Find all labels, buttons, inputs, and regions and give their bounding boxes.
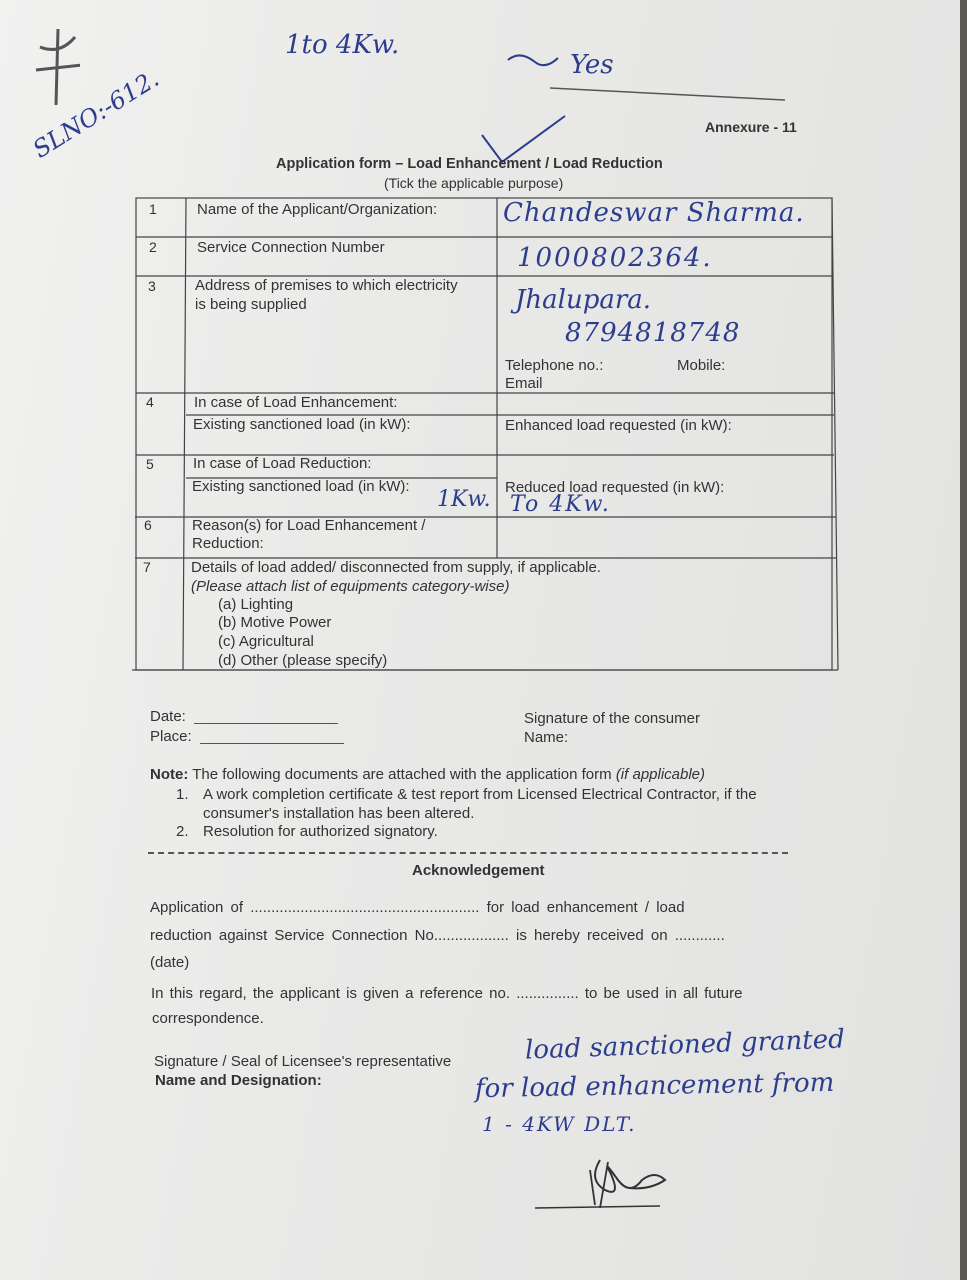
doc-1-line2: consumer's installation has been altered.: [203, 805, 475, 822]
existing-load-value: 1Kw.: [437, 487, 491, 512]
row-7-item-agricultural: (c) Agricultural: [218, 633, 314, 650]
row-6-label-line2: Reduction:: [192, 535, 264, 552]
mobile-label: Mobile:: [677, 357, 726, 374]
row-6-number: 6: [144, 517, 152, 533]
doc-2-text: Resolution for authorized signatory.: [203, 823, 438, 840]
row-2-label: Service Connection Number: [197, 239, 385, 256]
row-3-number: 3: [148, 278, 156, 294]
consumer-name-label: Name:: [524, 729, 569, 746]
telephone-label: Telephone no.:: [505, 357, 604, 374]
licensee-signature-label: Signature / Seal of Licensee's representative: [154, 1053, 452, 1070]
applicant-name: Chandeswar Sharma.: [503, 198, 805, 228]
row-4-existing-load-label: Existing sanctioned load (in kW):: [193, 416, 411, 433]
signature-scribble: [530, 1150, 680, 1220]
acknowledgement-title: Acknowledgement: [412, 862, 545, 879]
place-line: [200, 743, 344, 744]
handwritten-serial-no: SLNO:-612.: [28, 64, 164, 164]
ack-line-3: (date): [150, 954, 190, 971]
row-3-label-line1: Address of premises to which electricity: [195, 277, 458, 294]
doc-2-number: 2.: [176, 823, 189, 840]
handwritten-answer: Yes: [570, 50, 614, 80]
row-4-heading: In case of Load Enhancement:: [194, 394, 398, 411]
row-5-heading: In case of Load Reduction:: [193, 455, 372, 472]
row-7-note: (Please attach list of equipments category-wise): [191, 578, 510, 595]
cut-line: [148, 852, 788, 854]
row-5-number: 5: [146, 456, 154, 472]
row-3-label-line2: is being supplied: [195, 296, 307, 313]
row-2-number: 2: [149, 239, 157, 255]
doc-1-number: 1.: [176, 786, 189, 803]
date-label: Date:: [150, 708, 186, 725]
note-text: The following documents are attached with the application form: [192, 766, 612, 783]
ack-line-5: correspondence.: [152, 1010, 264, 1027]
note-label: Note:: [150, 766, 189, 783]
handwritten-range: 1to 4Kw.: [285, 30, 400, 60]
row-5-reduced-load-label: Reduced load requested (in kW):: [505, 479, 725, 496]
email-label: Email: [505, 375, 543, 392]
row-7-item-lighting: (a) Lighting: [218, 596, 294, 613]
remark-line-2: for load enhancement from: [474, 1067, 835, 1105]
remark-line-1: load sanctioned granted: [524, 1024, 846, 1066]
doc-1-line1: A work completion certificate & test report from Licensed Electrical Contractor, if the: [203, 786, 757, 803]
row-7-number: 7: [143, 559, 151, 575]
annexure-label: Annexure - 11: [705, 119, 797, 135]
reduced-load-value: To 4Kw.: [510, 492, 611, 517]
form-title: Application form – Load Enhancement / Load Reduction: [276, 156, 663, 172]
row-7-item-other: (d) Other (please specify): [218, 652, 388, 669]
note-italic: (if applicable): [615, 766, 706, 783]
row-5-existing-load-label: Existing sanctioned load (in kW):: [192, 478, 410, 495]
date-line: [194, 723, 338, 724]
ack-line-4: In this regard, the applicant is given a reference no. ............... to be used in all future: [151, 985, 743, 1002]
note: [150, 766, 705, 783]
row-1-label: Name of the Applicant/Organization:: [197, 201, 438, 218]
form-subtitle: (Tick the applicable purpose): [384, 175, 564, 191]
name-designation-label: Name and Designation:: [155, 1072, 322, 1089]
row-6-label-line1: Reason(s) for Load Enhancement /: [192, 517, 426, 534]
row-7-item-motive-power: (b) Motive Power: [218, 614, 332, 631]
row-1-number: 1: [149, 201, 157, 217]
handwritten-phone: 8794818748: [565, 318, 741, 348]
handwritten-address: Jhalupara.: [515, 285, 652, 315]
remark-line-3: 1 - 4KW DLT.: [482, 1112, 637, 1136]
ack-line-1: Application of ....................................................... for load enhancement / load: [150, 899, 685, 916]
row-4-enhanced-load-label: Enhanced load requested (in kW):: [505, 417, 732, 434]
row-7-label: Details of load added/ disconnected from supply, if applicable.: [191, 559, 601, 576]
ack-line-2: reduction against Service Connection No.................. is hereby received on ............: [150, 927, 725, 944]
row-4-number: 4: [146, 394, 154, 410]
service-connection-number: 1000802364.: [517, 243, 713, 273]
consumer-signature-label: Signature of the consumer: [524, 710, 700, 727]
place-label: Place:: [150, 728, 192, 745]
